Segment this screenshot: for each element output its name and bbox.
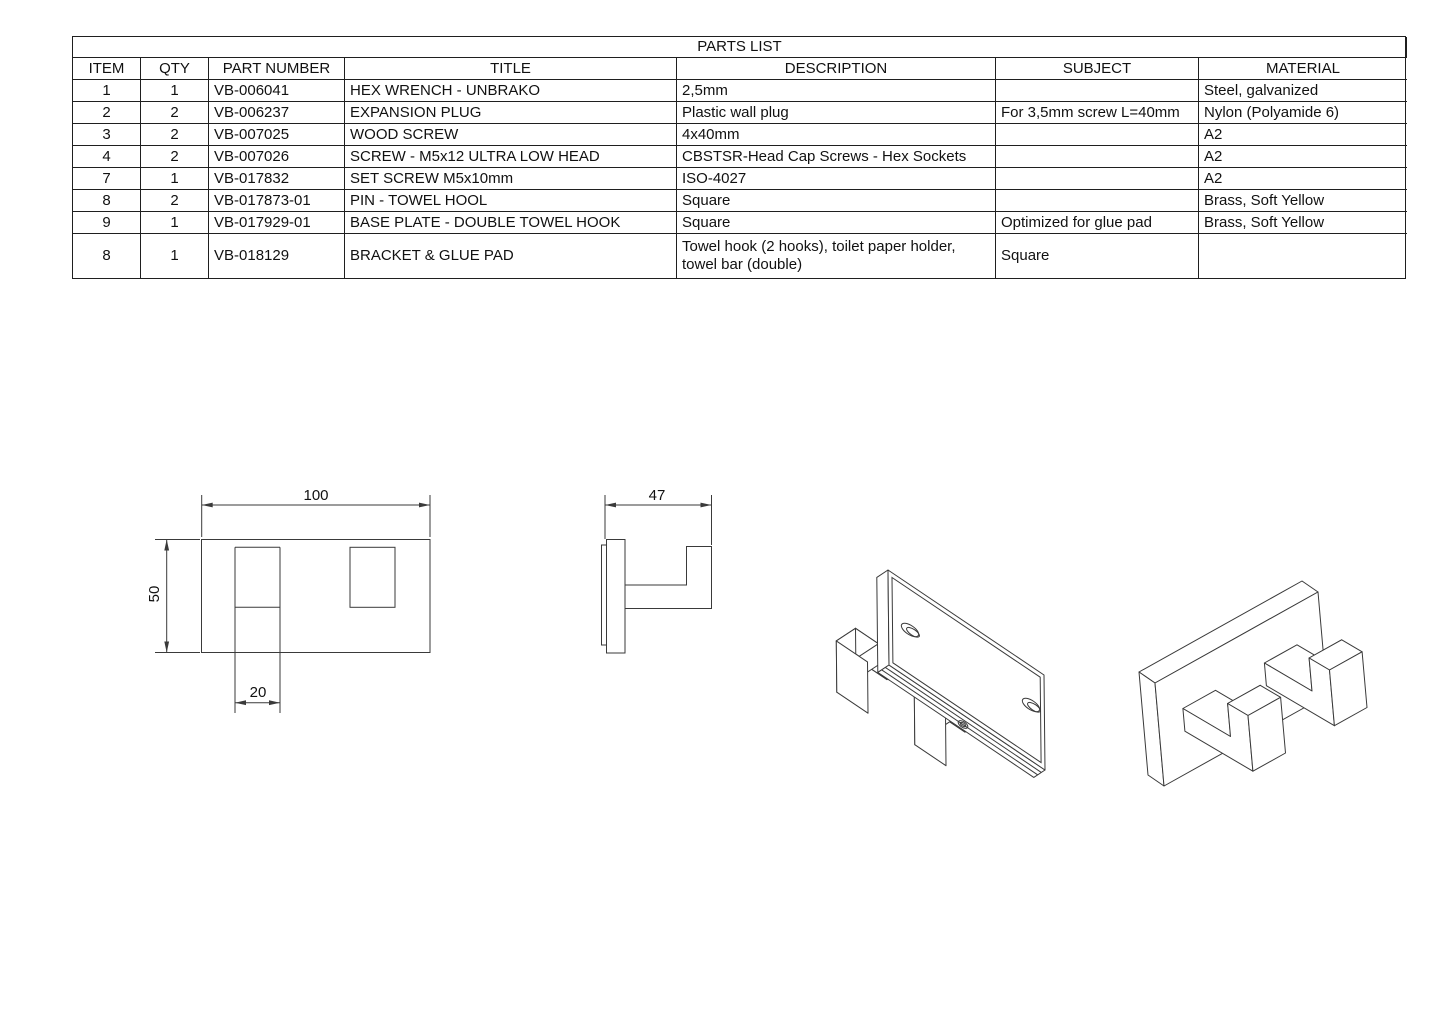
table-cell: ISO-4027	[677, 168, 996, 190]
table-cell: 1	[73, 80, 141, 102]
isometric-back-view	[836, 570, 1045, 777]
column-header-item: ITEM	[73, 58, 141, 80]
table-cell: 3	[73, 124, 141, 146]
side-view-depth-label: 47	[648, 487, 666, 504]
side-view-plate	[607, 540, 626, 654]
table-cell: 1	[141, 168, 209, 190]
side-view-depth-dimension	[605, 487, 712, 545]
table-cell: 2	[73, 102, 141, 124]
table-cell: WOOD SCREW	[345, 124, 677, 146]
table-cell: HEX WRENCH - UNBRAKO	[345, 80, 677, 102]
isometric-front-view	[1139, 581, 1367, 786]
table-cell: 8	[73, 190, 141, 212]
front-view-hook-width-label: 20	[249, 684, 267, 701]
column-header-material: MATERIAL	[1199, 58, 1407, 80]
table-cell: 1	[141, 212, 209, 234]
table-cell: SCREW - M5x12 ULTRA LOW HEAD	[345, 146, 677, 168]
table-cell: VB-017929-01	[209, 212, 345, 234]
table-cell: Brass, Soft Yellow	[1199, 190, 1407, 212]
table-cell: VB-006041	[209, 80, 345, 102]
front-view-hook-width-dimension	[235, 684, 280, 705]
column-header-description: DESCRIPTION	[677, 58, 996, 80]
table-cell: VB-017832	[209, 168, 345, 190]
column-header-qty: QTY	[141, 58, 209, 80]
table-cell: BRACKET & GLUE PAD	[345, 234, 677, 278]
front-view-plate-outline	[202, 540, 431, 653]
table-cell: VB-017873-01	[209, 190, 345, 212]
table-cell: 2	[141, 190, 209, 212]
column-header-part-number: PART NUMBER	[209, 58, 345, 80]
table-cell: EXPANSION PLUG	[345, 102, 677, 124]
column-header-title: TITLE	[345, 58, 677, 80]
table-cell: SET SCREW M5x10mm	[345, 168, 677, 190]
table-cell: 2	[141, 124, 209, 146]
front-view-height-label: 50	[146, 585, 163, 603]
table-cell: Square	[677, 212, 996, 234]
front-view	[146, 487, 430, 713]
table-cell: Square	[996, 234, 1199, 278]
table-cell: 9	[73, 212, 141, 234]
side-view	[602, 487, 712, 653]
table-cell: Nylon (Polyamide 6)	[1199, 102, 1407, 124]
iso-back-plate	[877, 570, 1045, 777]
front-view-right-hook-outline	[350, 547, 395, 607]
side-view-glue-pad	[602, 545, 607, 645]
table-cell: VB-018129	[209, 234, 345, 278]
table-cell: For 3,5mm screw L=40mm	[996, 102, 1199, 124]
table-cell: 7	[73, 168, 141, 190]
table-cell: 8	[73, 234, 141, 278]
table-cell: CBSTSR-Head Cap Screws - Hex Sockets	[677, 146, 996, 168]
table-cell: Steel, galvanized	[1199, 80, 1407, 102]
table-cell: VB-006237	[209, 102, 345, 124]
table-cell: A2	[1199, 124, 1407, 146]
table-cell: 2	[141, 102, 209, 124]
table-cell: VB-007026	[209, 146, 345, 168]
table-cell: A2	[1199, 146, 1407, 168]
column-header-subject: SUBJECT	[996, 58, 1199, 80]
table-cell: Brass, Soft Yellow	[1199, 212, 1407, 234]
table-cell: Plastic wall plug	[677, 102, 996, 124]
table-cell: PIN - TOWEL HOOL	[345, 190, 677, 212]
front-view-width-dimension	[202, 487, 430, 537]
front-view-height-dimension	[146, 540, 200, 653]
table-cell: 2	[141, 146, 209, 168]
table-cell: 4	[73, 146, 141, 168]
table-cell: 1	[141, 80, 209, 102]
side-view-hook-profile	[625, 547, 712, 609]
table-cell: Square	[677, 190, 996, 212]
front-view-width-label: 100	[303, 487, 329, 504]
table-cell: Optimized for glue pad	[996, 212, 1199, 234]
table-cell: Towel hook (2 hooks), toilet paper holder, towel bar (double)	[677, 234, 996, 278]
table-cell: 1	[141, 234, 209, 278]
table-cell: VB-007025	[209, 124, 345, 146]
table-cell: 4x40mm	[677, 124, 996, 146]
table-cell: A2	[1199, 168, 1407, 190]
table-cell: BASE PLATE - DOUBLE TOWEL HOOK	[345, 212, 677, 234]
parts-list-title: PARTS LIST	[73, 37, 1407, 58]
table-cell: 2,5mm	[677, 80, 996, 102]
